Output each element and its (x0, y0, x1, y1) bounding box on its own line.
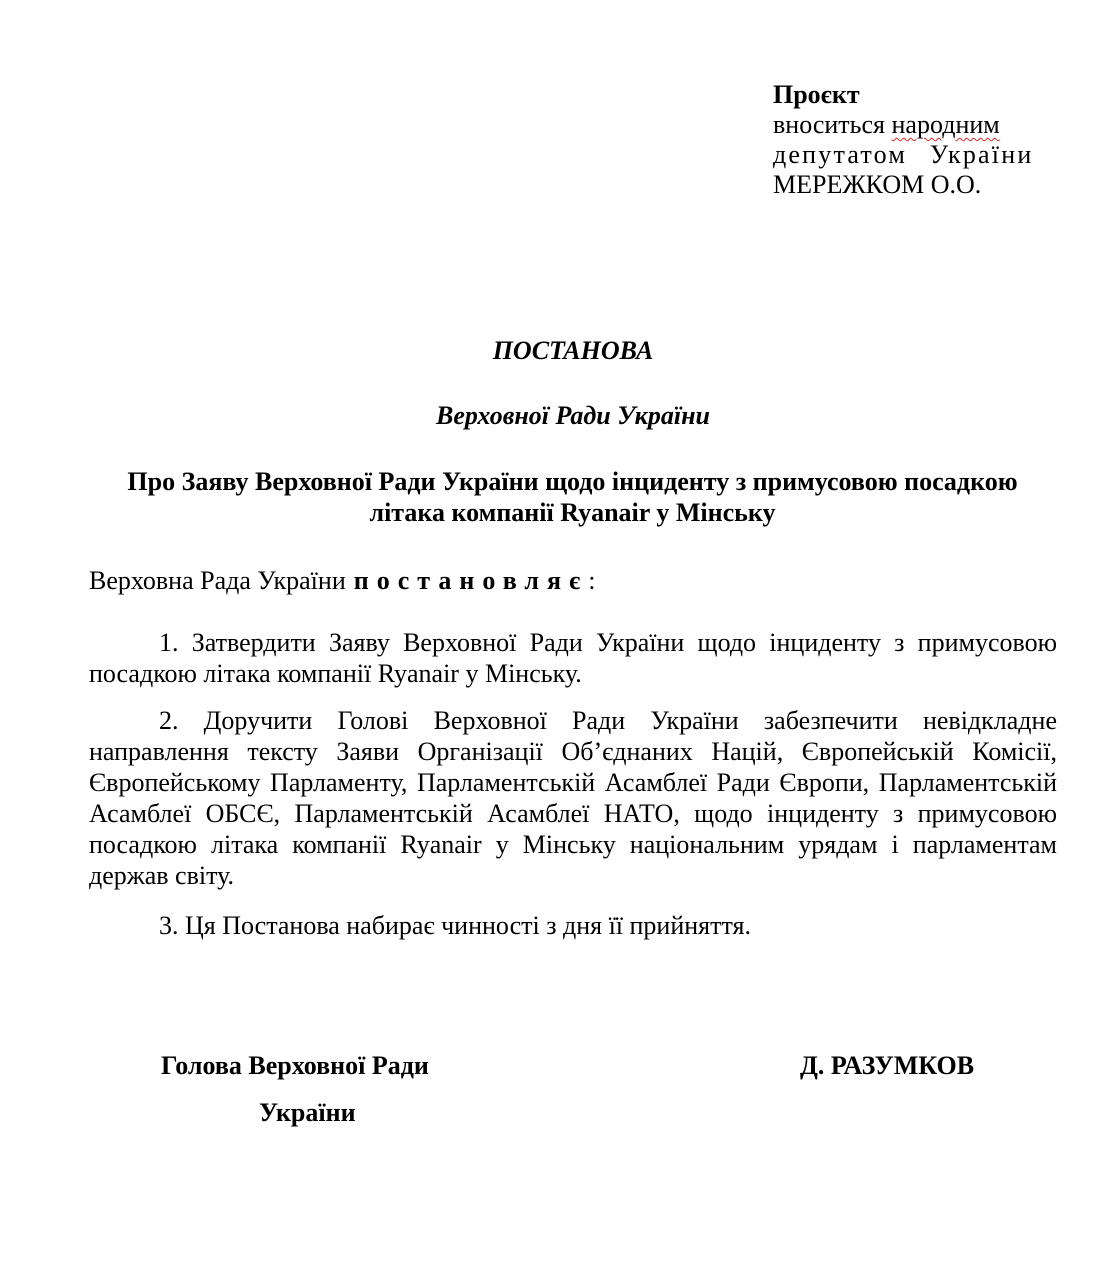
spellcheck-word: народним (891, 110, 1000, 139)
draft-submitter-line1 (773, 110, 1073, 140)
document-heading-line2: літака компанії Ryanair у Мінську (369, 498, 776, 527)
decree-item-1 (89, 627, 1057, 689)
draft-label: Проєкт (773, 80, 860, 109)
signatory-position-line2: України (259, 1098, 356, 1127)
decree-item-3 (89, 910, 1057, 941)
signatory-position: Голова Верховної Ради (161, 1051, 429, 1080)
document-title: ПОСТАНОВА (492, 336, 654, 365)
decree-item-text: 1. Затвердити Заяву Верховної Ради України щодо інциденту з примусовою посадкою літака компанії Ryanair у Мінську. (89, 628, 1057, 688)
signatory-name: Д. РАЗУМКОВ (800, 1051, 975, 1080)
draft-submitter-prefix: вноситься (773, 110, 892, 139)
decree-item-text: 3. Ця Постанова набирає чинності з дня її прийняття. (159, 911, 751, 940)
decree-word: постановляє (353, 566, 589, 595)
document-subtitle: Верховної Ради України (436, 401, 710, 430)
decree-item-text: 2. Доручити Голові Верховної Ради України забезпечити невідкладне направлення тексту Заяви Організації Об’єднаних Націй, Європейській Комісії, Європейському Парламенту, Парламентській Асамблеї Ради Європи, Парламентській Асамблеї ОБСЄ, Парламентській Асамблеї НАТО, щодо інциденту з примусовою посадкою літака компанії Ryanair у Мінську національним урядам і парламентам держав світу. (89, 706, 1057, 890)
decree-intro (89, 565, 1057, 596)
document-heading-line1: Про Заяву Верховної Ради України щодо інциденту з примусовою посадкою (127, 467, 1018, 496)
draft-submitter-name: МЕРЕЖКОМ О.О. (773, 170, 982, 199)
decree-intro-text: Верховна Рада України (89, 566, 346, 595)
document-heading (80, 466, 1065, 528)
draft-header (773, 80, 1073, 200)
decree-item-2 (89, 705, 1057, 891)
decree-colon: : (588, 566, 596, 595)
draft-submitter-line2: депутатом України (773, 140, 1034, 169)
